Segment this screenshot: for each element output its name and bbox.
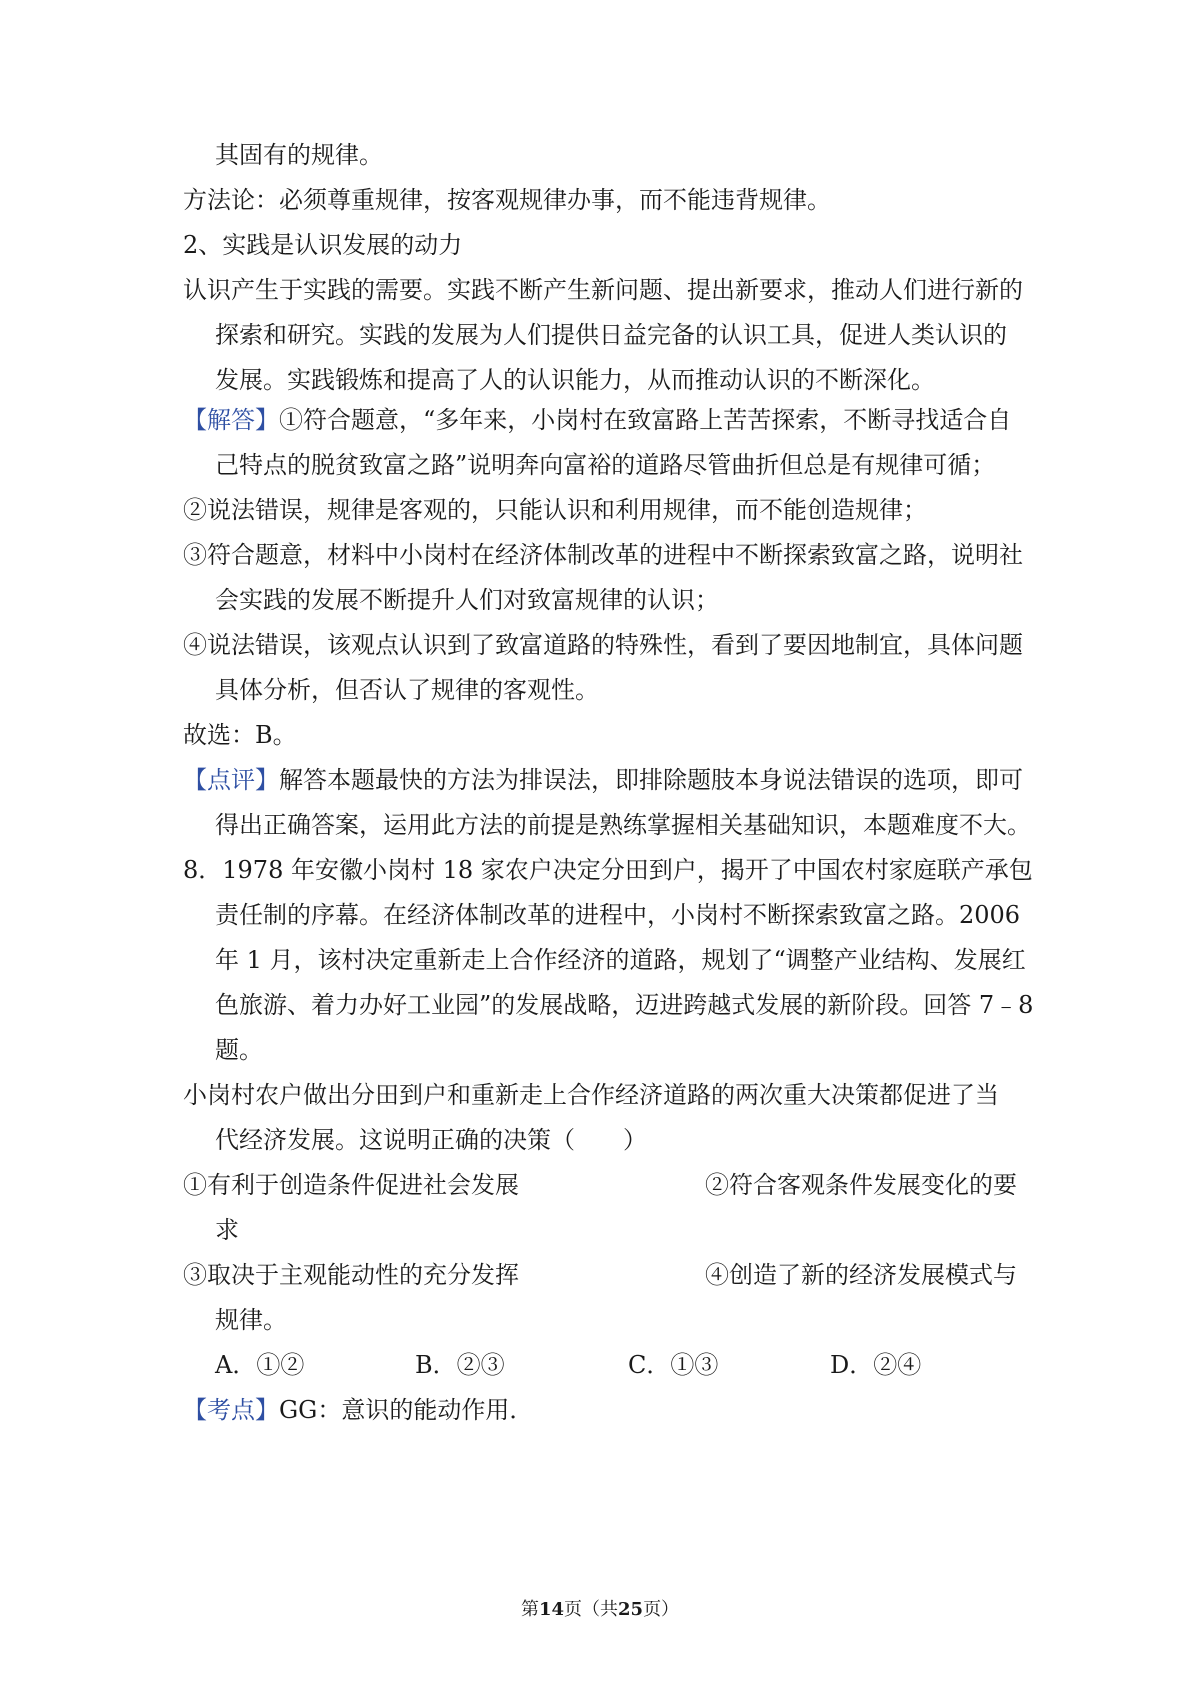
text-line: 题。 (215, 1036, 263, 1064)
knowledge-point-text: GG：意识的能动作用． (279, 1396, 534, 1424)
text-line: ③符合题意，材料中小岗村在经济体制改革的进程中不断探索致富之路，说明社 (183, 541, 1023, 569)
option-c: C．①③ (628, 1351, 719, 1379)
statement-2: ②符合客观条件发展变化的要 (705, 1171, 1017, 1199)
footer-middle: 页（共 (564, 1599, 618, 1620)
text-line: 年 1 月，该村决定重新走上合作经济的道路，规划了“调整产业结构、发展红 (215, 946, 1026, 974)
text-line: 探索和研究。实践的发展为人们提供日益完备的认识工具，促进人类认识的 (215, 321, 1007, 349)
text-line: 得出正确答案，运用此方法的前提是熟练掌握相关基础知识，本题难度不大。 (215, 811, 1031, 839)
section-heading: 2、实践是认识发展的动力 (183, 231, 463, 259)
text-line: 发展。实践锻炼和提高了人的认识能力，从而推动认识的不断深化。 (215, 366, 935, 394)
text-line: 责任制的序幕。在经济体制改革的进程中，小岗村不断探索致富之路。2006 (215, 901, 1021, 929)
text-line: 小岗村农户做出分田到户和重新走上合作经济道路的两次重大决策都促进了当 (183, 1081, 999, 1109)
text-line: 色旅游、着力办好工业园”的发展战略，迈进跨越式发展的新阶段。回答 7﹣8 (215, 991, 1034, 1019)
knowledge-point-tag: 【考点】 (183, 1396, 279, 1424)
text-line: 其固有的规律。 (215, 141, 383, 169)
answer-tag: 【解答】 (183, 406, 279, 434)
text-line: 认识产生于实践的需要。实践不断产生新问题、提出新要求，推动人们进行新的 (183, 276, 1023, 304)
statement-3: ③取决于主观能动性的充分发挥 (183, 1261, 519, 1289)
answer-choice: 故选：B。 (183, 721, 297, 749)
statement-4: ④创造了新的经济发展模式与 (705, 1261, 1017, 1289)
statement-2-continued: 求 (215, 1216, 239, 1244)
total-pages: 25 (618, 1599, 644, 1620)
comment-tag: 【点评】 (183, 766, 279, 794)
page-number: 14 (538, 1599, 564, 1620)
statement-1: ①有利于创造条件促进社会发展 (183, 1171, 519, 1199)
text-line: 会实践的发展不断提升人们对致富规律的认识； (215, 586, 719, 614)
footer-suffix: 页） (643, 1599, 680, 1620)
statement-4-continued: 规律。 (215, 1306, 287, 1334)
comment-text: 解答本题最快的方法为排误法，即排除题肢本身说法错误的选项，即可 (279, 766, 1023, 794)
text-line: 具体分析，但否认了规律的客观性。 (215, 676, 599, 704)
text-line: 方法论：必须尊重规律，按客观规律办事，而不能违背规律。 (183, 186, 831, 214)
question-stem: 代经济发展。这说明正确的决策（ ） (215, 1126, 647, 1154)
text-line: ④说法错误，该观点认识到了致富道路的特殊性，看到了要因地制宜，具体问题 (183, 631, 1023, 659)
page-footer (0, 1598, 1200, 1622)
knowledge-point-line (183, 1393, 533, 1427)
text-line: ②说法错误，规律是客观的，只能认识和利用规律，而不能创造规律； (183, 496, 927, 524)
option-d: D．②④ (830, 1351, 922, 1379)
footer-prefix: 第 (520, 1599, 539, 1620)
comment-line (183, 763, 1023, 797)
option-a: A．①② (215, 1351, 305, 1379)
option-b: B．②③ (415, 1351, 505, 1379)
text-line: 己特点的脱贫致富之路”说明奔向富裕的道路尽管曲折但总是有规律可循； (215, 451, 996, 479)
answer-text: ①符合题意，“多年来，小岗村在致富路上苦苦探索，不断寻找适合自 (279, 406, 1012, 434)
answer-line (183, 403, 1011, 437)
question-line: 8．1978 年安徽小岗村 18 家农户决定分田到户，揭开了中国农村家庭联产承包 (183, 856, 1033, 884)
